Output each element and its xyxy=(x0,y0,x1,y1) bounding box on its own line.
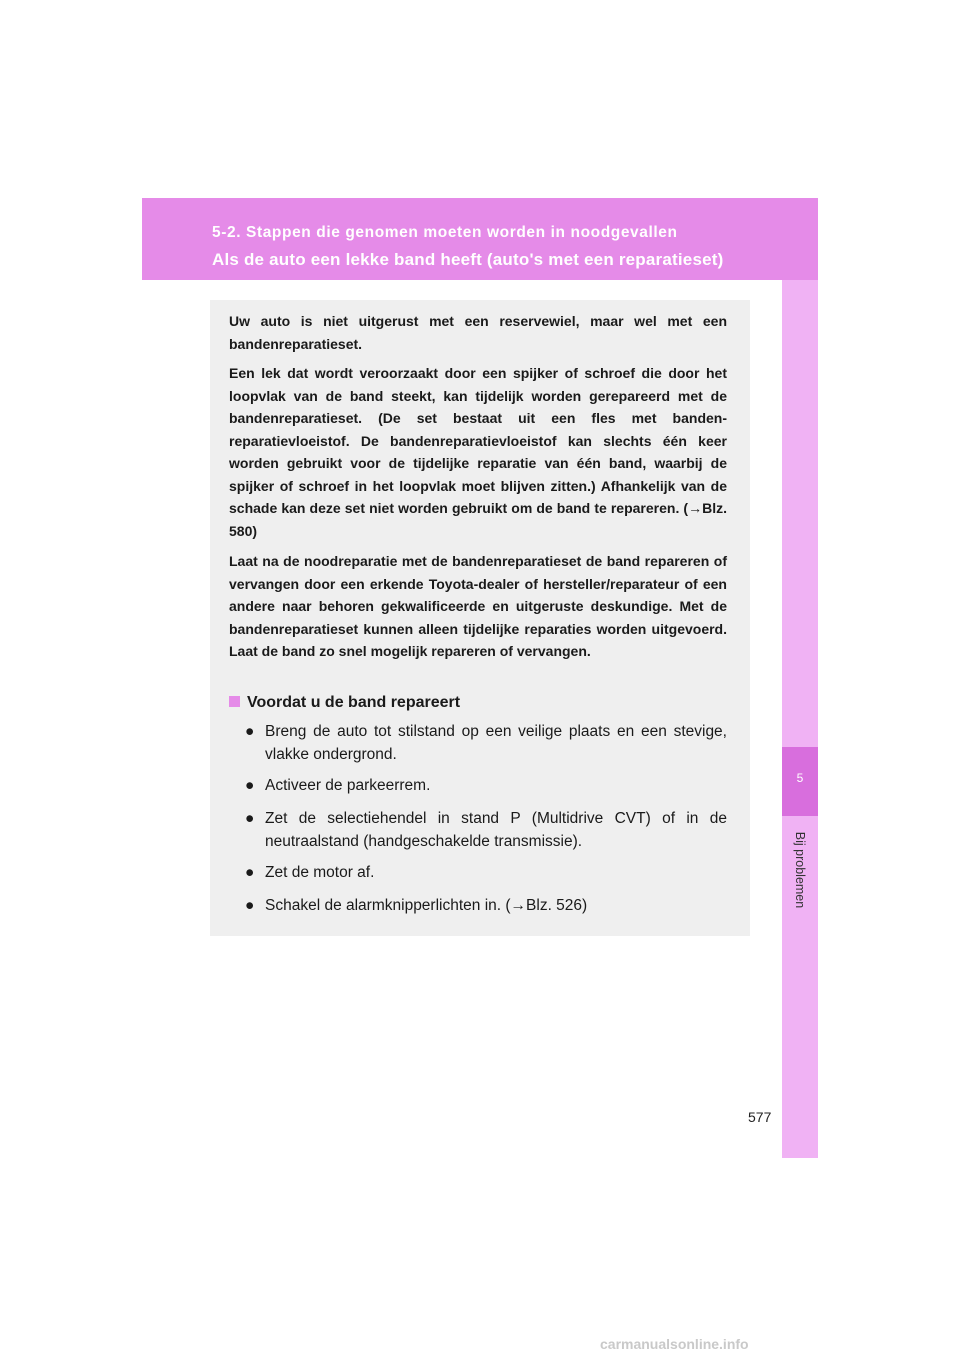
list-item xyxy=(245,861,727,884)
list-item xyxy=(245,774,727,797)
page-number: 577 xyxy=(748,1109,772,1125)
list-item xyxy=(245,720,727,766)
list-item xyxy=(245,894,727,917)
list-item-text: Zet de selectiehendel in stand P (Multidrive CVT) of in de neutraalstand (handgeschakelde transmissie). xyxy=(265,810,727,850)
list-item-text: Activeer de parkeerrem. xyxy=(265,777,431,794)
list-item-text: Breng de auto tot stilstand op een veilige plaats en een stevige, vlakke ondergrond. xyxy=(265,723,727,763)
bullet-dot-icon: ● xyxy=(245,777,255,794)
subheading-text: Voordat u de band repareert xyxy=(247,694,461,711)
list-item-text: Schakel de alarmknipperlichten in. (→Blz. 526) xyxy=(265,897,588,914)
chapter-label: Bij problemen xyxy=(793,831,807,909)
section-title: 5-2. Stappen die genomen moeten worden in noodgevallen xyxy=(212,224,678,241)
bullet-dot-icon: ● xyxy=(245,723,255,740)
list-item xyxy=(245,807,727,853)
bullet-dot-icon: ● xyxy=(245,897,255,914)
chapter-number: 5 xyxy=(796,771,804,785)
list-item-text: Zet de motor af. xyxy=(265,864,375,881)
after-repair-paragraph: Laat na de noodreparatie met de bandenreparatieset de band repareren of vervangen door een erkende Toyota-dealer of hersteller/reparateur of een andere naar behoren gekwalificeerde en uitgeruste deskundige. Met de bandenreparatieset kunnen alleen tijdelijke reparaties worden uitgevoerd. Laat de band zo snel mogelijk repareren of vervangen. xyxy=(229,553,727,659)
bullet-dot-icon: ● xyxy=(245,810,255,827)
watermark: carmanualsonline.info xyxy=(600,1336,749,1352)
subheading xyxy=(229,694,460,712)
square-bullet-icon xyxy=(229,696,240,707)
intro-paragraph: Uw auto is niet uitgerust met een reservewiel, maar wel met een bandenreparatieset. xyxy=(229,313,727,352)
repair-kit-paragraph: Een lek dat wordt veroorzaakt door een spijker of schroef die door het loopvlak van de band steekt, kan tijdelijk worden gerepareerd met de bandenreparatieset. (De set bestaat uit een fles met banden-reparatievloeistof. De bandenreparatievloeistof kan slechts één keer worden gebruikt voor de tijdelijke reparatie van één band, waarbij de spijker of schroef in het loopvlak moet blijven zitten.) Afhankelijk van de schade kan deze set niet worden gebruikt om de band te repareren. (→Blz. 580) xyxy=(229,365,727,539)
page-title: Als de auto een lekke band heeft (auto's met een reparatieset) xyxy=(212,250,724,269)
bullet-dot-icon: ● xyxy=(245,864,255,881)
chapter-side-strip xyxy=(782,280,818,1158)
